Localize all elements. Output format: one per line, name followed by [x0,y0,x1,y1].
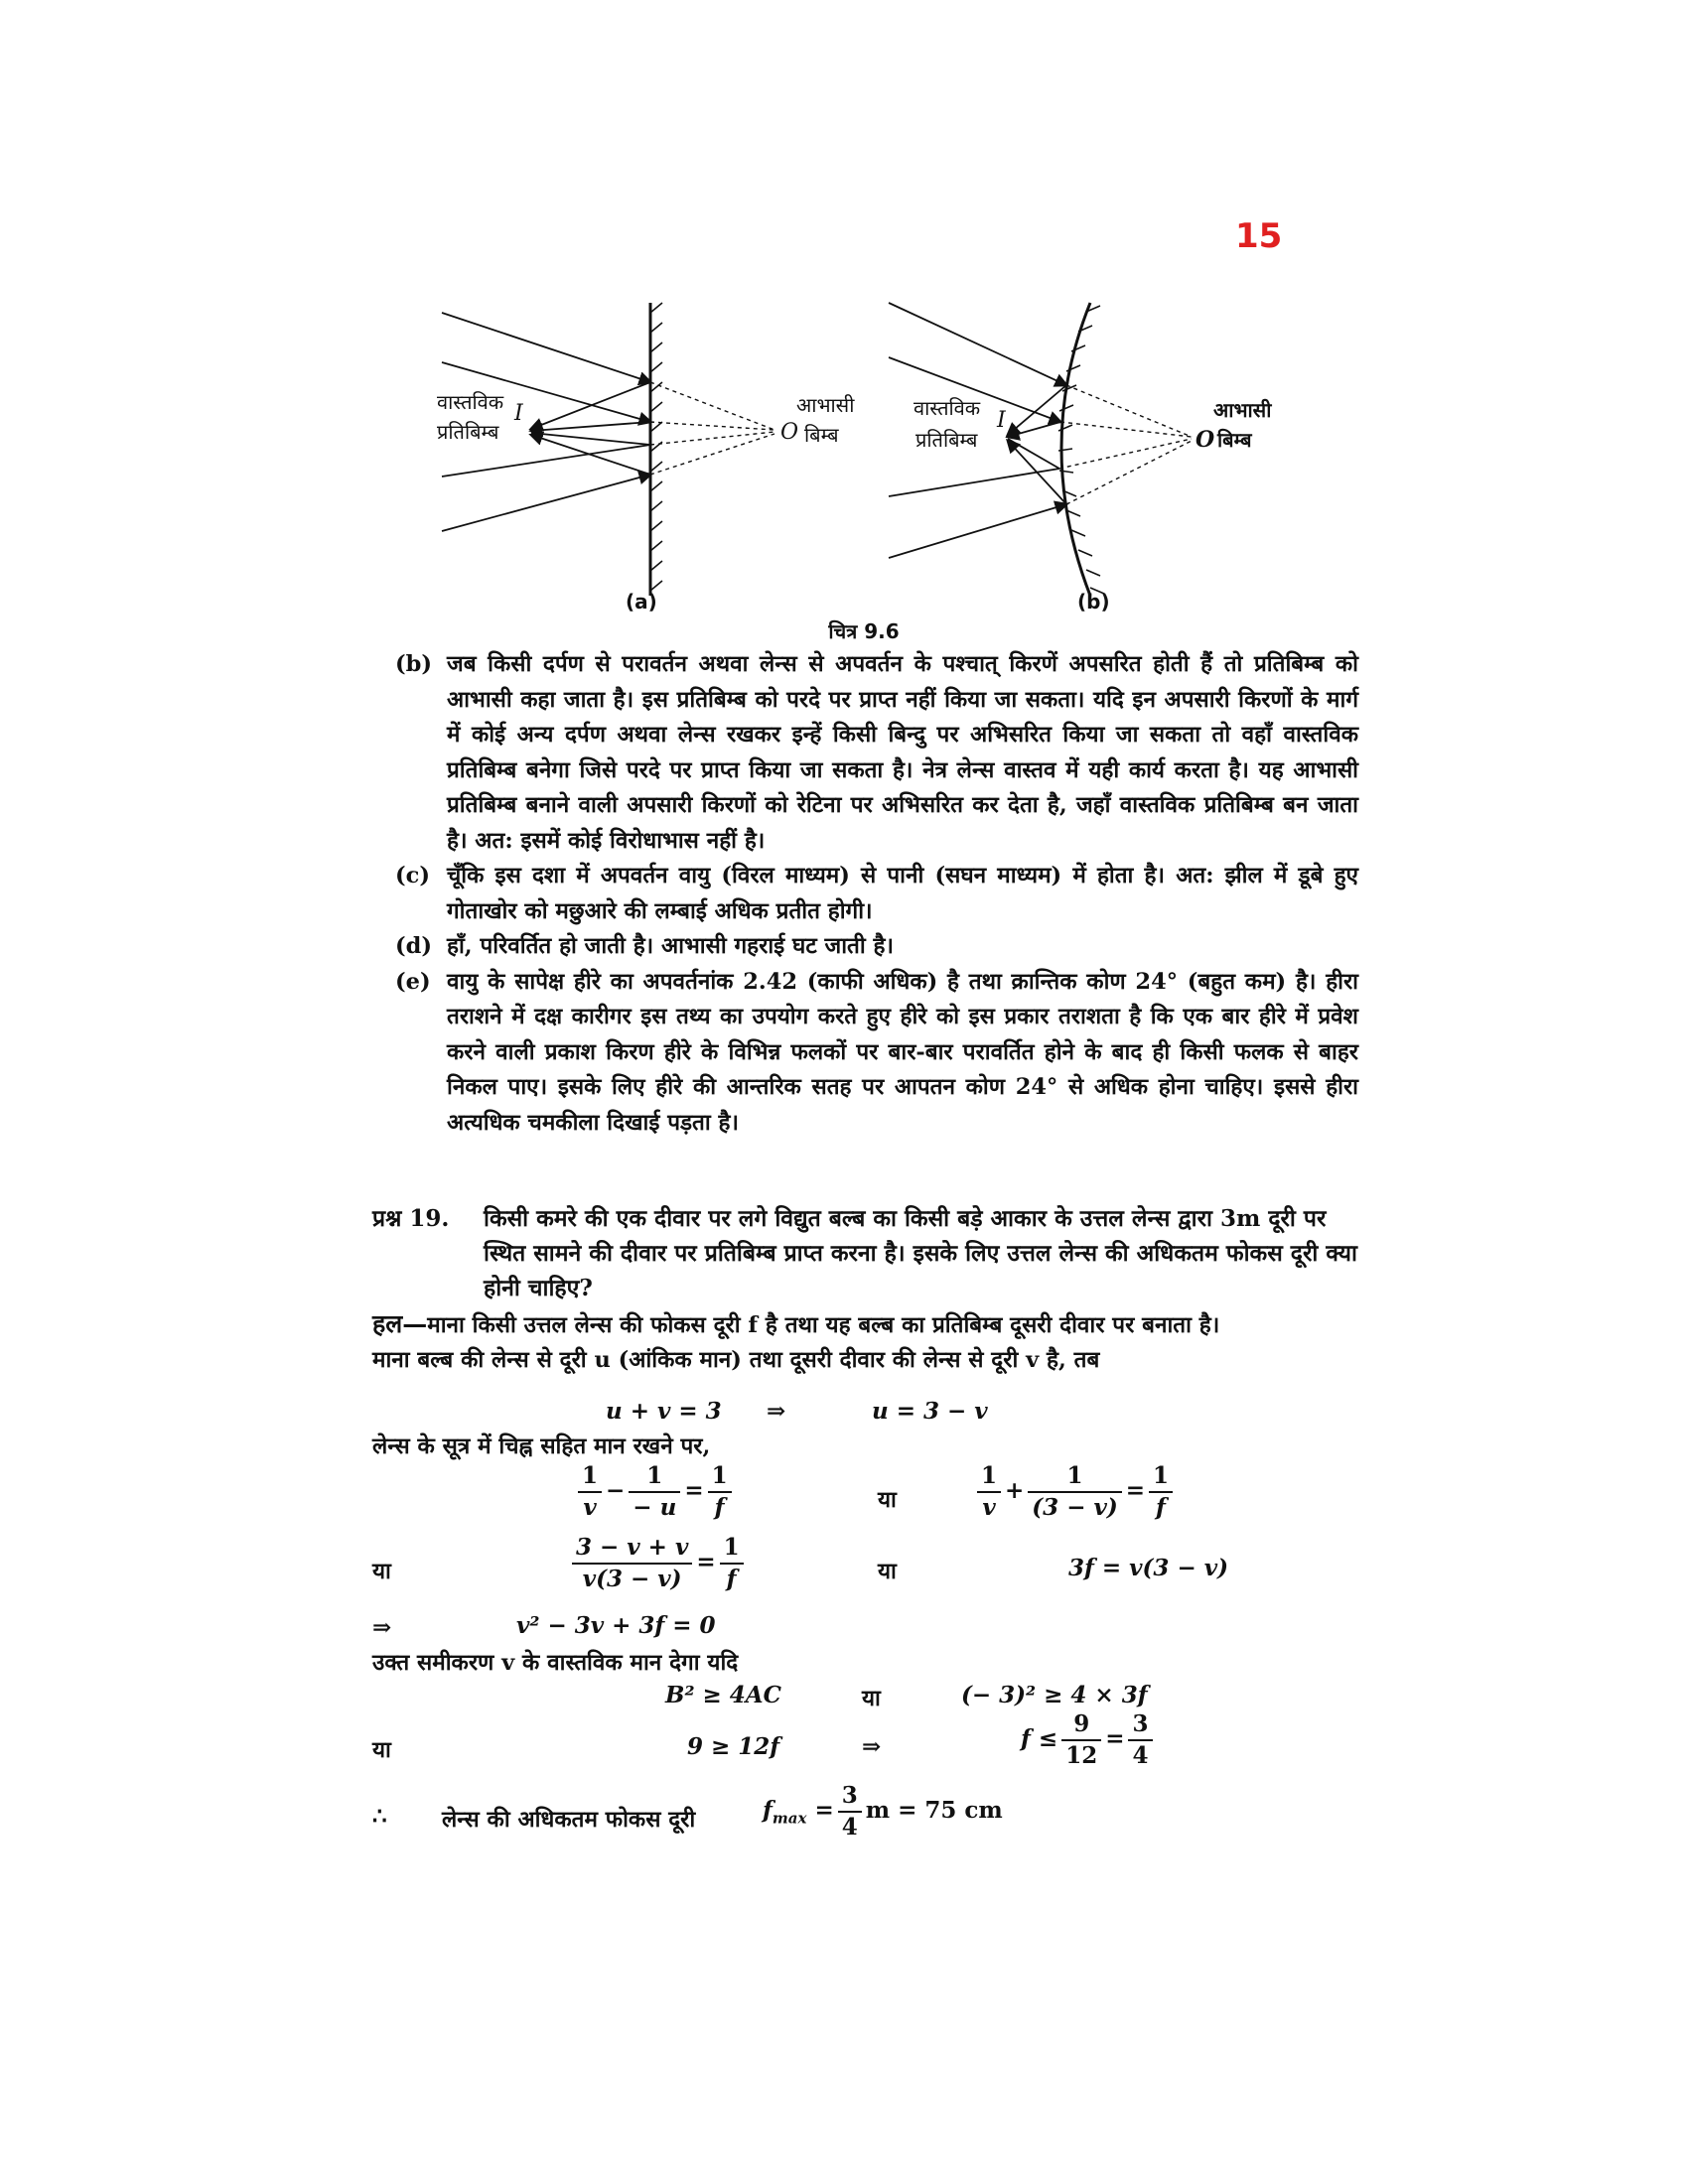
question-19 [372,1201,1360,1305]
inequality-result: f ≤ $\frac{9}{12}$ = $\frac{3}{4}$ [1021,1709,1157,1771]
answer-text: वायु के सापेक्ष हीरे का अपवर्तनांक 2.42 (काफी अधिक) है तथा क्रान्तिक कोण 24° (बहुत कम) है। हीरा तराशने में दक्ष कारीगर इस तथ्य का उपयोग करते हुए हीरे को इस प्रकार तराशता है कि एक बार हीरे में प्रवेश करने वाली प्रकाश किरण हीरे के विभिन्न फलकों पर बार-बार परावर्तित होने के बाद ही किसी फलक से बाहर निकल पाए। इसके लिए हीरे की आन्तरिक सतह पर आपतन कोण 24° से अधिक होना चाहिए। इससे हीरा अत्यधिक चमकीला दिखाई पड़ता है। [447,968,1358,1136]
panel-a-diagram [437,303,855,614]
quadratic-equation: v² − 3v + 3f = 0 [516,1612,716,1639]
panel-a-real-label-1: वास्तविक [437,390,504,414]
ray-diagram-figure [427,298,1272,645]
therefore-symbol: ∴ [372,1803,387,1830]
answer-label: (d) [395,933,433,959]
panel-a-virtual-label-1: आभासी [796,393,855,417]
panel-b-label: (b) [1077,590,1110,614]
or-word-5: या [372,1737,391,1763]
panel-b-virtual-label-1: आभासी [1213,398,1272,422]
or-word-1: या [878,1487,897,1513]
answer-label: (c) [395,863,430,888]
answer-b [395,647,1358,859]
solution-text [372,1306,1360,1378]
answer-d [395,929,1358,965]
lens-formula-1: $\frac{1}{v}$ − $\frac{1}{- u}$ = $\frac{1}{f}$ [574,1461,736,1523]
solution-intro-text: माना किसी उत्तल लेन्स की फोकस दूरी f है तथा यह बल्ब का प्रतिबिम्ब दूसरी दीवार पर बनाता है। [427,1312,1220,1338]
solution-line-2: माना बल्ब की लेन्स से दूरी u (आंकिक मान) तथा दूसरी दीवार की लेन्स से दूरी v है, तब [372,1347,1100,1373]
solution-line-3: लेन्स के सूत्र में चिह्न सहित मान रखने पर, [372,1433,711,1459]
solution-head: हल— [372,1309,428,1338]
panel-b-real-label-1: वास्तविक [914,396,981,420]
or-word-4: या [862,1686,881,1711]
inequality-left: 9 ≥ 12f [687,1733,780,1760]
answer-list [395,647,1358,1141]
equation-1-arrow: ⇒ [767,1398,786,1425]
final-answer: $f_{max}$ = $\frac{3}{4}$ m = 75 cm [763,1782,1003,1841]
solution-line-4: उक्त समीकरण v के वास्तविक मान देगा यदि [372,1650,739,1676]
panel-a-virtual-label-2: बिम्ब [804,423,839,447]
answer-text: चूँकि इस दशा में अपवर्तन वायु (विरल माध्यम) से पानी (सघन माध्यम) में होता है। अत: झील में डूबे हुए गोताखोर को मछुआरे की लम्बाई अधिक प्रतीत होगी। [447,863,1358,924]
panel-a-real-label-2: प्रतिबिम्ब [437,420,499,444]
answer-label: (e) [395,968,431,995]
panel-b-real-label-2: प्रतिबिम्ब [915,428,978,452]
page-number: 15 [1235,216,1283,256]
panel-b-diagram [889,303,1272,614]
ray-diagram [427,298,1272,645]
discriminant-substituted: (− 3)² ≥ 4 × 3f [961,1682,1148,1708]
implies-arrow-3: ⇒ [862,1733,882,1760]
figure-caption: चित्र 9.6 [828,619,900,643]
discriminant-condition: B² ≥ 4AC [665,1682,781,1708]
equation-3-right: 3f = v(3 − v) [1068,1555,1228,1581]
lens-formula-3: $\frac{3 - v + v}{v(3 - v)}$ = $\frac{1}{f}$ [568,1533,748,1594]
panel-a-point-i: I [514,401,523,426]
panel-b-point-i: I [997,408,1006,433]
panel-b-virtual-label-2: बिम्ब [1217,428,1252,452]
answer-e [395,965,1358,1142]
or-word-2: या [372,1559,391,1584]
implies-arrow-2: ⇒ [372,1614,392,1641]
answer-text: हाँ, परिवर्तित हो जाती है। आभासी गहराई घट जाती है। [447,933,894,959]
answer-label: (b) [395,651,433,677]
lens-formula-2: $\frac{1}{v}$ + $\frac{1}{(3 - v)}$ = $\frac{1}{f}$ [973,1461,1177,1523]
panel-a-label: (a) [626,590,657,614]
panel-b-point-o: O [1196,427,1215,453]
panel-a-point-o: O [780,420,799,445]
solution-intro [372,1306,1360,1343]
question-text: किसी कमरे की एक दीवार पर लगे विद्युत बल्ब का किसी बड़े आकार के उत्तल लेन्स द्वारा 3m दूरी पर स्थित सामने की दीवार पर प्रतिबिम्ब प्राप्त करना है। इसके लिए उत्तल लेन्स की अधिकतम फोकस दूरी क्या होनी चाहिए? [484,1205,1357,1301]
final-statement: लेन्स की अधिकतम फोकस दूरी [442,1807,696,1833]
equation-1-left: u + v = 3 [606,1398,722,1425]
answer-c [395,859,1358,929]
equation-1-right: u = 3 − v [872,1398,988,1425]
answer-text: जब किसी दर्पण से परावर्तन अथवा लेन्स से अपवर्तन के पश्चात् किरणें अपसरित होती हैं तो प्रतिबिम्ब को आभासी कहा जाता है। इस प्रतिबिम्ब को परदे पर प्राप्त नहीं किया जा सकता। यदि इन अपसारी किरणों के मार्ग में कोई अन्य दर्पण अथवा लेन्स रखकर इन्हें किसी बिन्दु पर अभिसरित किया जा सकता तो वहाँ वास्तविक प्रतिबिम्ब बनेगा जिसे परदे पर प्राप्त किया जा सकता है। नेत्र लेन्स वास्तव में यही कार्य करता है। यह आभासी प्रतिबिम्ब बनाने वाली अपसारी किरणों को रेटिना पर अभिसरित कर देता है, जहाँ वास्तविक प्रतिबिम्ब बन जाता है। अत: इसमें कोई विरोधाभास नहीं है। [447,651,1358,854]
question-label: प्रश्न 19. [372,1205,450,1232]
or-word-3: या [878,1559,897,1584]
